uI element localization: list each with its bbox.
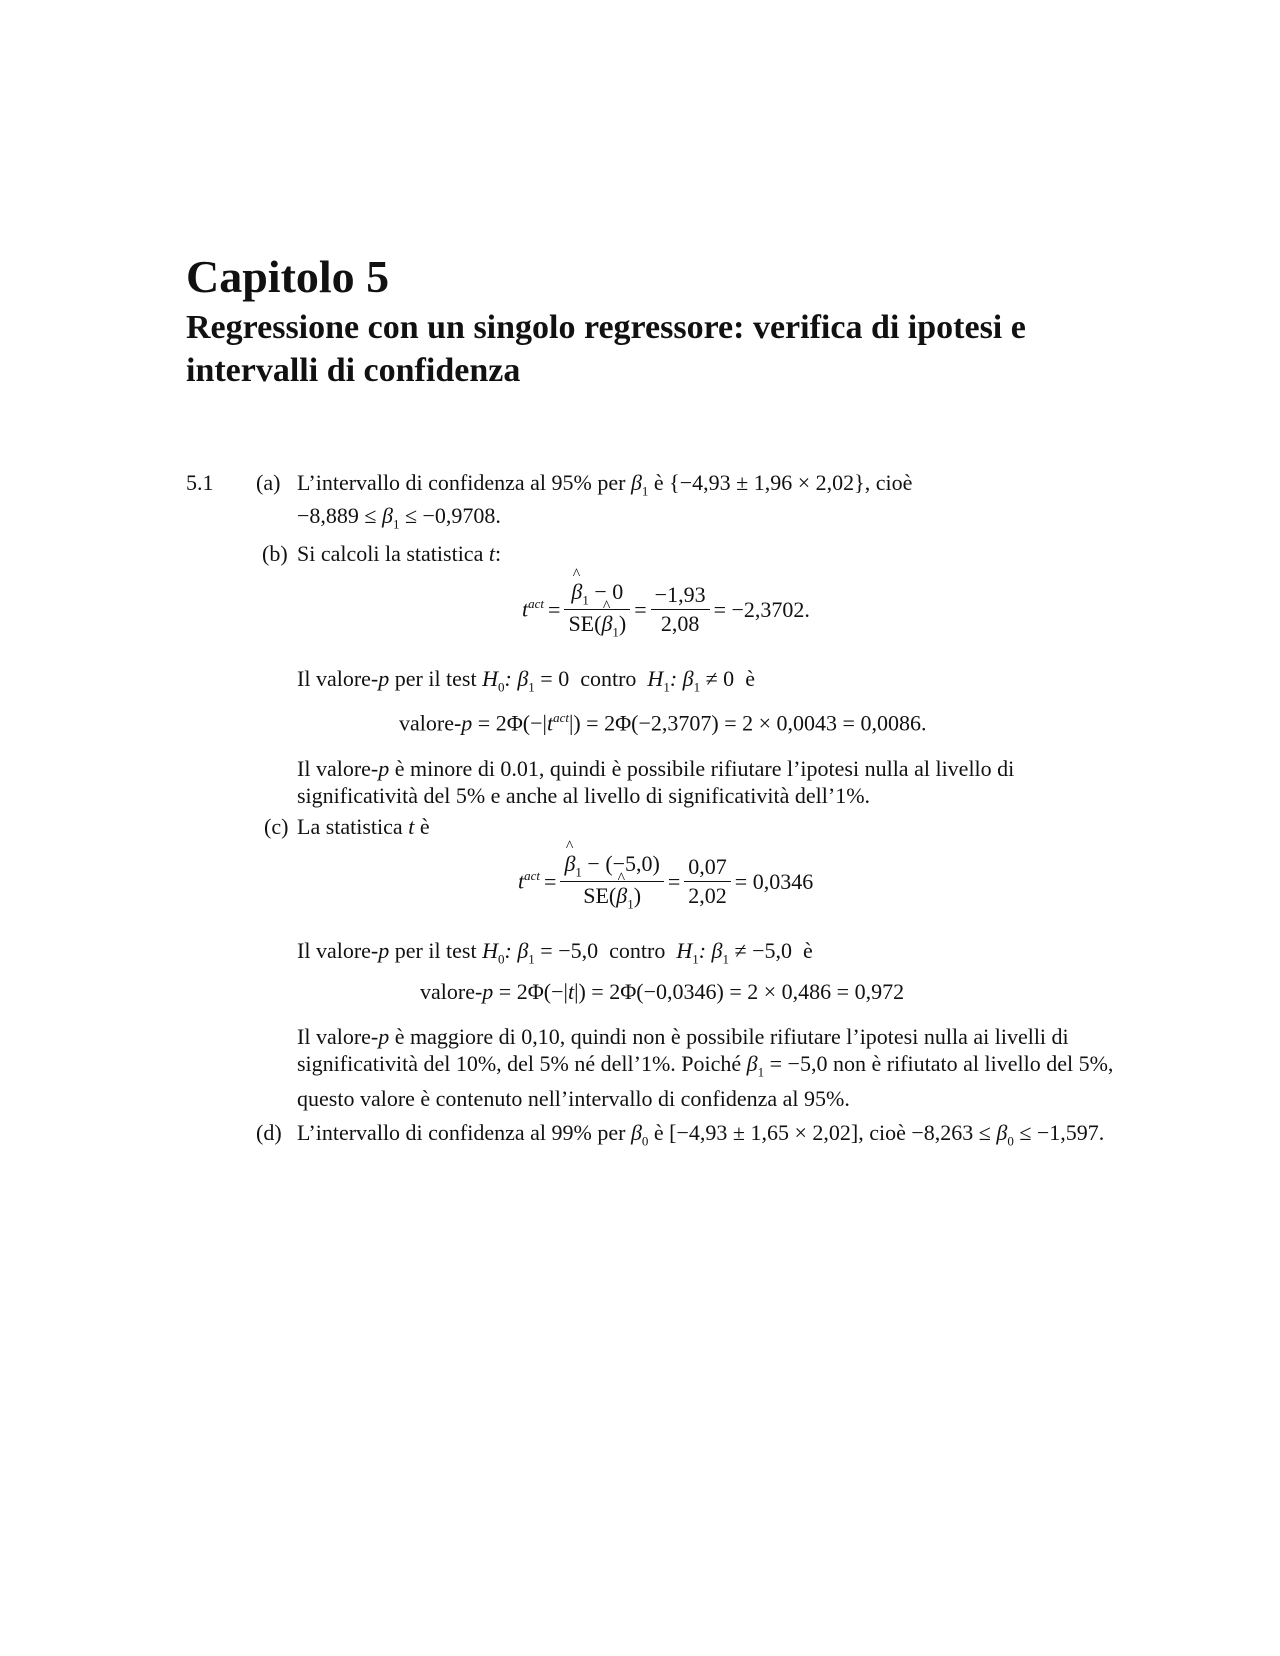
item-c-label: (c) — [264, 814, 289, 839]
fraction-beta-minus-over-se: ^ $\frac{\beta_1 - (-5,0)}{SE(\^{} \beta_1)}$ — [560, 850, 663, 914]
item-d-label: (d) — [256, 1120, 282, 1145]
item-a-line-2: $-8,889 \le \beta_1 \le -0,9708$. — [297, 503, 501, 532]
item-c-conclusion: Il valore-p è maggiore di 0,10, quindi non è possibile rifiutare l’ipotesi nulla ai livelli di significatività del 10%, del 5% né dell’1%. Poiché $\beta_1 = -5,0$ non è rifiutato al livello del 5%, questo valore è contenuto nell’intervallo di confidenza al 95%. — [297, 1024, 1114, 1112]
item-c-pvalue-test: Il valore-p per il test $H_0$: $\beta_1 = -5,0$ contro $H_1$: $\beta_1 \ne -5,0$ è — [297, 938, 813, 967]
fraction-beta-over-se: ^ $\frac{\beta_1 - 0}{SE(\^{} \beta_1)}$ — [564, 578, 630, 642]
chapter-subtitle: Regressione con un singolo regressore: verifica di ipotesi e intervalli di confidenza — [186, 309, 1026, 389]
fraction-values: $\frac{-1,93}{2,08}$ — [651, 581, 710, 639]
item-c-pvalue-equation: valore-p = 2Φ(−|t|) = 2Φ(−0,0346) = 2 × 0,486 = 0,972 — [420, 979, 905, 1004]
exercise-number: 5.1 — [186, 470, 214, 495]
item-b-label: (b) — [262, 541, 288, 566]
item-b-pvalue-test: Il valore-p per il test $H_0$: $\beta_1 = 0$ contro $H_1$: $\beta_1 \ne 0$ è — [297, 666, 755, 695]
item-b-conclusion: Il valore-p è minore di 0.01, quindi è possibile rifiutare l’ipotesi nulla al livello di significatività del 5% e anche al livello di significatività dell’1%. — [297, 756, 1015, 808]
item-b-intro: Si calcoli la statistica t: — [297, 541, 502, 566]
t-statistic-equation-b: $t^{act}$ = ^ $\frac{\beta_1 - 0}{SE(\^{} \beta_1)}$ = $\frac{-1,93}{2,08}$ = −2,3702. — [520, 578, 812, 642]
item-b-pvalue-equation: valore-p = $2\Phi(-|t^{act}|) = 2\Phi(-2,3707) = 2 \times 0,0043 = 0,0086$. — [399, 710, 927, 736]
item-c-intro: La statistica t è — [297, 814, 430, 839]
fraction-values-c: $\frac{0,07}{2,02}$ — [684, 853, 731, 911]
item-a-line-1: L’intervallo di confidenza al 95% per $\beta_1$ è {−4,93 ± 1,96 × 2,02}, cioè — [297, 470, 913, 499]
chapter-title: Capitolo 5 — [186, 251, 390, 302]
item-d-line: L’intervallo di confidenza al 99% per $\beta_0$ è [−4,93 ± 1,65 × 2,02], cioè $-8,263 \le \beta_0 \le -1,597$. — [297, 1120, 1105, 1149]
item-a-label: (a) — [256, 470, 281, 495]
t-statistic-equation-c: $t^{act}$ = ^ $\frac{\beta_1 - (-5,0)}{SE(\^{} \beta_1)}$ = $\frac{0,07}{2,02}$ = 0,0346 — [516, 850, 815, 914]
